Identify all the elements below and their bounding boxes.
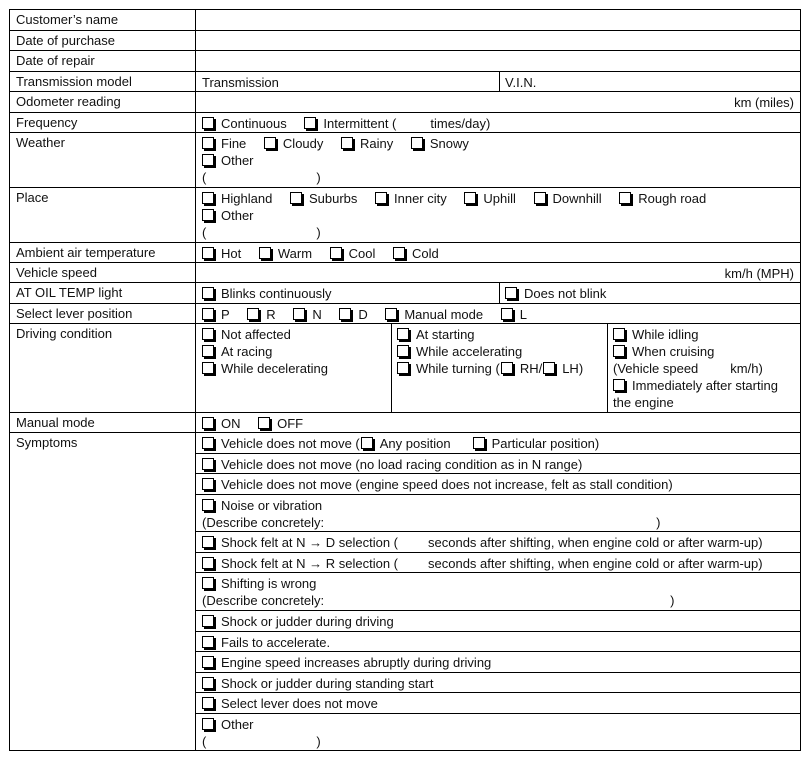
symptom-lever-not-move[interactable]: Select lever does not move xyxy=(196,693,800,714)
driving-condition-label: Driving condition xyxy=(10,324,196,412)
transmission-field[interactable] xyxy=(196,72,499,91)
diagnostic-worksheet xyxy=(9,9,801,751)
driving-option-decelerating[interactable]: While decelerating xyxy=(202,360,385,377)
row-manual-mode xyxy=(10,413,800,433)
checkbox-icon[interactable] xyxy=(202,615,214,627)
symptom-shock-driving[interactable]: Shock or judder during driving xyxy=(196,611,800,632)
vehicle-speed-unit: km/h (MPH) xyxy=(724,266,794,281)
odometer-field[interactable] xyxy=(196,92,800,112)
lever-option-n[interactable]: N xyxy=(293,307,321,322)
checkbox-icon[interactable] xyxy=(505,287,517,299)
checkbox-icon[interactable] xyxy=(202,154,214,166)
vehicle-speed-field[interactable] xyxy=(196,263,800,282)
checkbox-icon[interactable] xyxy=(202,697,214,709)
checkbox-icon[interactable] xyxy=(385,308,397,320)
row-symptoms xyxy=(10,433,800,750)
weather-option-cloudy[interactable]: Cloudy xyxy=(264,136,323,151)
checkbox-icon[interactable] xyxy=(613,379,625,391)
place-other-field[interactable]: ( ) xyxy=(202,225,321,240)
checkbox-icon[interactable] xyxy=(202,417,214,429)
driving-option-at-starting[interactable]: At starting xyxy=(397,326,601,343)
checkbox-icon[interactable] xyxy=(202,478,214,490)
row-at-oil-temp xyxy=(10,283,800,304)
place-option-rough-road[interactable]: Rough road xyxy=(619,191,706,206)
transmission-model-label: Transmission model xyxy=(10,72,196,91)
date-purchase-label: Date of purchase xyxy=(10,31,196,50)
checkbox-icon[interactable] xyxy=(304,117,316,129)
frequency-label: Frequency xyxy=(10,113,196,132)
checkbox-icon[interactable] xyxy=(397,362,409,374)
driving-option-cruising[interactable]: When cruising xyxy=(613,343,794,360)
row-vehicle-speed xyxy=(10,263,800,283)
manual-mode-on-option[interactable]: ON xyxy=(202,416,241,431)
at-oil-blinks-option[interactable]: Blinks continuously xyxy=(202,286,332,301)
vehicle-speed-label: Vehicle speed xyxy=(10,263,196,282)
checkbox-icon[interactable] xyxy=(293,308,305,320)
weather-option-fine[interactable]: Fine xyxy=(202,136,246,151)
checkbox-icon[interactable] xyxy=(202,437,214,449)
ambient-option-cool[interactable]: Cool xyxy=(330,246,376,261)
driving-option-immediately[interactable]: Immediately after starting xyxy=(613,377,794,394)
checkbox-icon[interactable] xyxy=(202,137,214,149)
row-ambient-temp xyxy=(10,243,800,263)
row-date-purchase xyxy=(10,31,800,51)
place-option-downhill[interactable]: Downhill xyxy=(534,191,602,206)
checkbox-icon[interactable] xyxy=(202,117,214,129)
checkbox-icon[interactable] xyxy=(619,192,631,204)
checkbox-icon[interactable] xyxy=(534,192,546,204)
checkbox-icon[interactable] xyxy=(543,362,555,374)
manual-mode-off-option[interactable]: OFF xyxy=(258,416,303,431)
checkbox-icon[interactable] xyxy=(613,345,625,357)
checkbox-icon[interactable] xyxy=(259,247,271,259)
weather-option-snowy[interactable]: Snowy xyxy=(411,136,469,151)
date-repair-field[interactable] xyxy=(196,51,800,71)
vin-field[interactable] xyxy=(499,72,800,91)
cruising-speed-field[interactable]: (Vehicle speed km/h) xyxy=(613,361,763,376)
ambient-temp-label: Ambient air temperature xyxy=(10,243,196,262)
checkbox-icon[interactable] xyxy=(202,718,214,730)
checkbox-icon[interactable] xyxy=(397,328,409,340)
weather-option-rainy[interactable]: Rainy xyxy=(341,136,393,151)
checkbox-icon[interactable] xyxy=(202,458,214,470)
lever-option-manual-mode[interactable]: Manual mode xyxy=(385,307,483,322)
customer-name-field[interactable] xyxy=(196,10,800,30)
checkbox-icon[interactable] xyxy=(202,362,214,374)
row-date-repair xyxy=(10,51,800,72)
checkbox-icon[interactable] xyxy=(202,577,214,589)
symptom-shock-n-d[interactable]: Shock felt at N → D selection ( seconds after shifting, when engine cold or after warm-up) xyxy=(196,532,800,553)
checkbox-icon[interactable] xyxy=(258,417,270,429)
checkbox-icon[interactable] xyxy=(290,192,302,204)
checkbox-icon[interactable] xyxy=(202,557,214,569)
checkbox-icon[interactable] xyxy=(202,536,214,548)
symptom-engine-speed-increase[interactable]: Engine speed increases abruptly during driving xyxy=(196,652,800,673)
checkbox-icon[interactable] xyxy=(264,137,276,149)
vin-label: V.I.N. xyxy=(505,75,537,90)
odometer-label: Odometer reading xyxy=(10,92,196,112)
row-odometer xyxy=(10,92,800,113)
lever-option-d[interactable]: D xyxy=(339,307,367,322)
row-transmission-model xyxy=(10,72,800,92)
checkbox-icon[interactable] xyxy=(202,247,214,259)
frequency-continuous-option[interactable]: Continuous xyxy=(202,116,287,131)
lever-option-p[interactable]: P xyxy=(202,307,230,322)
driving-option-at-racing[interactable]: At racing xyxy=(202,343,385,360)
symptom-shifting-wrong[interactable]: Shifting is wrong (Describe concretely: ) xyxy=(196,573,800,611)
checkbox-icon[interactable] xyxy=(613,328,625,340)
weather-other-field[interactable]: ( ) xyxy=(202,170,321,185)
transmission-label: Transmission xyxy=(202,75,279,90)
place-option-uphill[interactable]: Uphill xyxy=(464,191,516,206)
symptom-not-move-position[interactable]: Vehicle does not move ( Any position Particular position) xyxy=(196,433,800,454)
checkbox-icon[interactable] xyxy=(202,656,214,668)
place-option-inner-city[interactable]: Inner city xyxy=(375,191,447,206)
checkbox-icon[interactable] xyxy=(202,636,214,648)
symptom-shock-n-r[interactable]: Shock felt at N → R selection ( seconds after shifting, when engine cold or after warm-up) xyxy=(196,553,800,573)
checkbox-icon[interactable] xyxy=(202,308,214,320)
checkbox-icon[interactable] xyxy=(202,192,214,204)
checkbox-icon[interactable] xyxy=(330,247,342,259)
checkbox-icon[interactable] xyxy=(339,308,351,320)
row-select-lever xyxy=(10,304,800,324)
at-oil-temp-label: AT OIL TEMP light xyxy=(10,283,196,303)
frequency-intermittent-option[interactable]: Intermittent ( times/day) xyxy=(304,116,490,131)
checkbox-icon[interactable] xyxy=(464,192,476,204)
checkbox-icon[interactable] xyxy=(202,499,214,511)
checkbox-icon[interactable] xyxy=(411,137,423,149)
date-purchase-field[interactable] xyxy=(196,31,800,50)
ambient-option-warm[interactable]: Warm xyxy=(259,246,312,261)
customer-name-label: Customer’s name xyxy=(10,10,196,30)
lever-option-r[interactable]: R xyxy=(247,307,275,322)
checkbox-icon[interactable] xyxy=(501,308,513,320)
driving-option-not-affected[interactable]: Not affected xyxy=(202,326,385,343)
checkbox-icon[interactable] xyxy=(473,437,485,449)
row-customer-name xyxy=(10,10,800,31)
checkbox-icon[interactable] xyxy=(375,192,387,204)
manual-mode-label: Manual mode xyxy=(10,413,196,432)
symptom-not-move-no-load[interactable]: Vehicle does not move (no load racing condition as in N range) xyxy=(196,454,800,474)
ambient-option-cold[interactable]: Cold xyxy=(393,246,439,261)
weather-label: Weather xyxy=(10,133,196,187)
checkbox-icon[interactable] xyxy=(247,308,259,320)
row-frequency xyxy=(10,113,800,133)
symptom-noise-vibration[interactable]: Noise or vibration (Describe concretely: ) xyxy=(196,495,800,532)
place-label: Place xyxy=(10,188,196,242)
row-place xyxy=(10,188,800,243)
weather-option-other[interactable]: Other xyxy=(202,153,254,168)
checkbox-icon[interactable] xyxy=(202,345,214,357)
checkbox-icon[interactable] xyxy=(361,437,373,449)
checkbox-icon[interactable] xyxy=(202,677,214,689)
checkbox-icon[interactable] xyxy=(501,362,513,374)
row-driving-condition xyxy=(10,324,800,413)
odometer-unit: km (miles) xyxy=(734,95,794,110)
driving-option-immediately-cont: the engine xyxy=(613,395,674,410)
checkbox-icon[interactable] xyxy=(202,328,214,340)
select-lever-label: Select lever position xyxy=(10,304,196,323)
driving-option-idling[interactable]: While idling xyxy=(613,326,794,343)
symptoms-label: Symptoms xyxy=(10,433,196,750)
ambient-option-hot[interactable]: Hot xyxy=(202,246,241,261)
at-oil-no-blink-option[interactable]: Does not blink xyxy=(505,286,606,301)
date-repair-label: Date of repair xyxy=(10,51,196,71)
checkbox-icon[interactable] xyxy=(202,209,214,221)
driving-option-accelerating[interactable]: While accelerating xyxy=(397,343,601,360)
place-option-other[interactable]: Other xyxy=(202,208,254,223)
place-option-suburbs[interactable]: Suburbs xyxy=(290,191,357,206)
checkbox-icon[interactable] xyxy=(393,247,405,259)
symptom-other[interactable]: Other ( ) xyxy=(202,717,321,749)
row-weather xyxy=(10,133,800,188)
lever-option-l[interactable]: L xyxy=(501,307,527,322)
symptom-fails-accelerate[interactable]: Fails to accelerate. xyxy=(196,632,800,652)
checkbox-icon[interactable] xyxy=(397,345,409,357)
place-option-highland[interactable]: Highland xyxy=(202,191,272,206)
checkbox-icon[interactable] xyxy=(341,137,353,149)
symptom-shock-standing-start[interactable]: Shock or judder during standing start xyxy=(196,673,800,693)
driving-option-turning[interactable]: While turning ( RH/ LH) xyxy=(397,360,601,377)
checkbox-icon[interactable] xyxy=(202,287,214,299)
symptom-not-move-stall[interactable]: Vehicle does not move (engine speed does not increase, felt as stall condition) xyxy=(196,474,800,495)
